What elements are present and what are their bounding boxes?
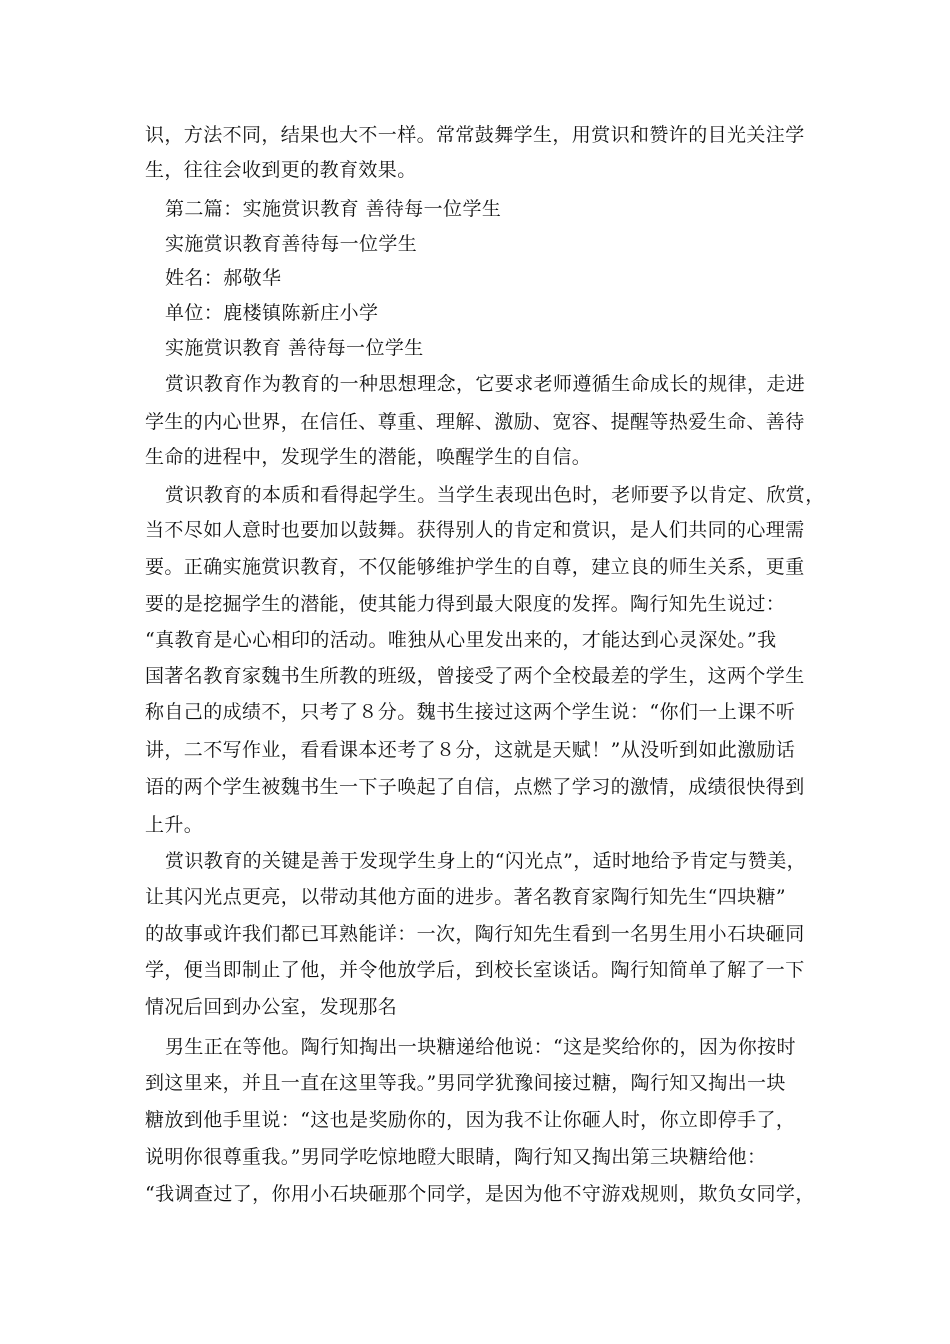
text-line: 讲，二不写作业，看看课本还考了８分，这就是天赋！”从没听到如此激励话 bbox=[145, 739, 796, 761]
author-unit: 单位：鹿楼镇陈新庄小学 bbox=[165, 302, 379, 324]
text-line: 生命的进程中，发现学生的潜能，唤醒学生的自信。 bbox=[145, 446, 592, 468]
text-line: “真教育是心心相印的活动。唯独从心里发出来的，才能达到心灵深处。”我 bbox=[145, 629, 777, 651]
text-line: 识，方法不同，结果也大不一样。常常鼓舞学生，用赏识和赞许的目光关注学 bbox=[145, 124, 805, 146]
text-line: 国著名教育家魏书生所教的班级，曾接受了两个全校最差的学生，这两个学生 bbox=[145, 665, 805, 687]
text-line: 赏识教育的本质和看得起学生。当学生表现出色时，老师要予以肯定、欣赏， bbox=[165, 484, 825, 506]
text-line: 情况后回到办公室，发现那名 bbox=[145, 996, 398, 1018]
article-title: 实施赏识教育善待每一位学生 bbox=[165, 233, 418, 255]
text-line: 学生的内心世界，在信任、尊重、理解、激励、宽容、提醒等热爱生命、善待 bbox=[145, 411, 805, 433]
author-name: 姓名：郝敬华 bbox=[165, 267, 282, 289]
text-line: 赏识教育作为教育的一种思想理念，它要求老师遵循生命成长的规律，走进 bbox=[165, 373, 806, 395]
text-line: 语的两个学生被魏书生一下子唤起了自信，点燃了学习的激情，成绩很快得到 bbox=[145, 776, 805, 798]
text-line: 糖放到他手里说：“这也是奖励你的，因为我不让你砸人时，你立即停手了， bbox=[145, 1109, 796, 1131]
text-line: 要的是挖掘学生的潜能，使其能力得到最大限度的发挥。陶行知先生说过： bbox=[145, 593, 786, 615]
chapter-heading: 第二篇：实施赏识教育 善待每一位学生 bbox=[165, 198, 502, 220]
text-line: 学，便当即制止了他，并令他放学后，到校长室谈话。陶行知简单了解了一下 bbox=[145, 959, 805, 981]
text-line: 男生正在等他。陶行知掏出一块糖递给他说：“这是奖给你的，因为你按时 bbox=[165, 1036, 796, 1058]
text-line: 到这里来，并且一直在这里等我。”男同学犹豫间接过糖，陶行知又掏出一块 bbox=[145, 1072, 786, 1094]
text-line: 说明你很尊重我。”男同学吃惊地瞪大眼睛，陶行知又掏出第三块糖给他： bbox=[145, 1146, 767, 1168]
text-line: 称自己的成绩不，只考了８分。魏书生接过这两个学生说：“你们一上课不听 bbox=[145, 701, 796, 723]
text-line: 让其闪光点更亮，以带动其他方面的进步。著名教育家陶行知先生“四块糖” bbox=[145, 886, 787, 908]
text-line: 当不尽如人意时也要加以鼓舞。获得别人的肯定和赏识，是人们共同的心理需 bbox=[145, 519, 805, 541]
article-subtitle: 实施赏识教育 善待每一位学生 bbox=[165, 337, 424, 359]
text-line: 的故事或许我们都已耳熟能详：一次，陶行知先生看到一名男生用小石块砸同 bbox=[145, 923, 805, 945]
text-line: 要。正确实施赏识教育，不仅能够维护学生的自尊，建立良的师生关系，更重 bbox=[145, 556, 805, 578]
text-line: “我调查过了，你用小石块砸那个同学，是因为他不守游戏规则，欺负女同学， bbox=[145, 1183, 815, 1205]
text-line: 赏识教育的关键是善于发现学生身上的“闪光点”，适时地给予肯定与赞美， bbox=[165, 850, 807, 872]
text-line: 上升。 bbox=[145, 814, 204, 836]
text-line: 生，往往会收到更的教育效果。 bbox=[145, 159, 417, 181]
